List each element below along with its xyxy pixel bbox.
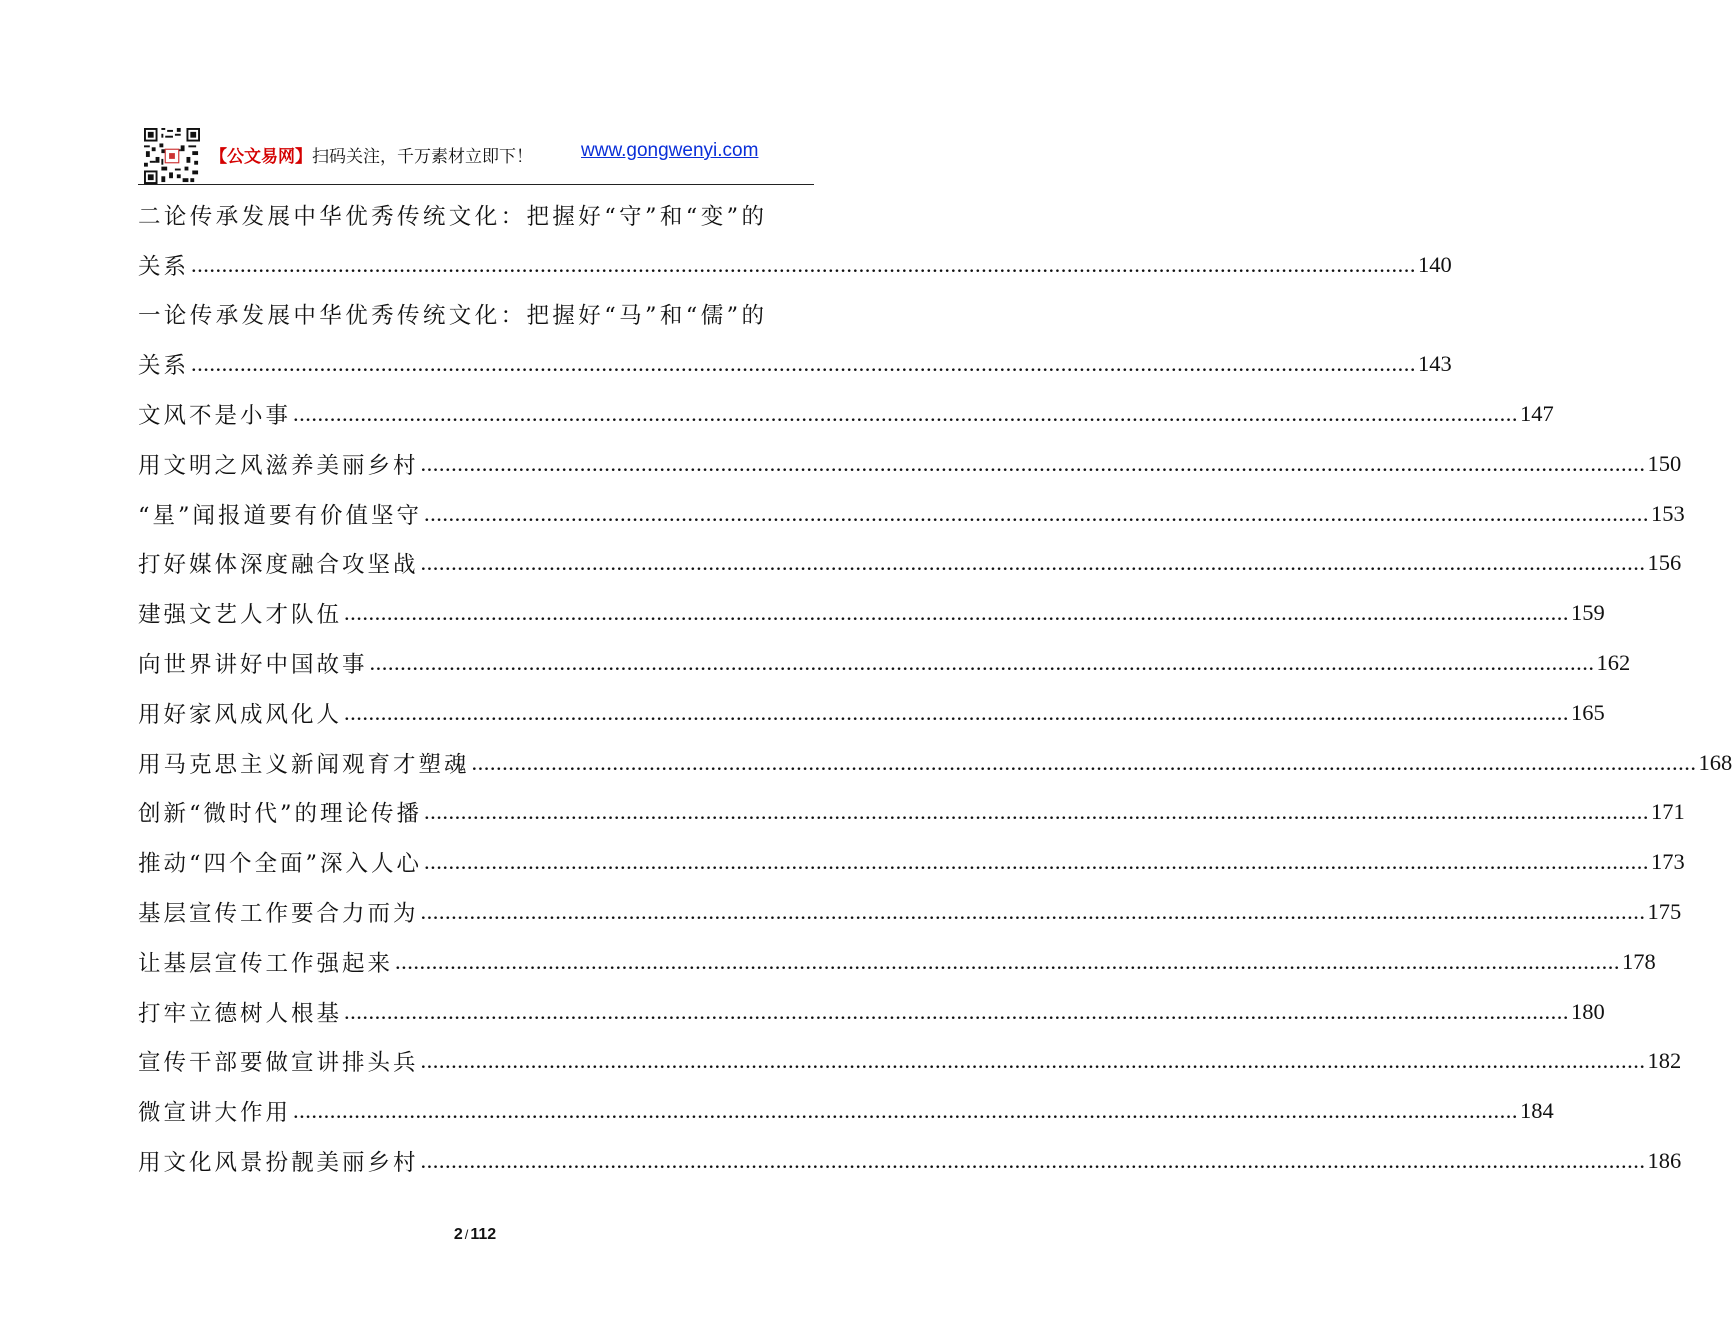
toc-title: 用文化风景扮靓美丽乡村 bbox=[138, 1150, 419, 1177]
toc-page: 143 bbox=[1418, 351, 1452, 377]
toc-page: 173 bbox=[1651, 849, 1685, 875]
toc-page: 162 bbox=[1596, 650, 1631, 676]
toc-entry[interactable] bbox=[138, 1086, 1554, 1136]
toc-title: 创新“微时代”的理论传播 bbox=[138, 801, 423, 828]
dot-leader: ........................................................................................................................................................................................................ bbox=[420, 1048, 1646, 1074]
toc-page: 171 bbox=[1651, 799, 1685, 825]
toc-title: 关系 bbox=[138, 253, 190, 280]
toc-page: 175 bbox=[1647, 899, 1682, 925]
toc-title: 建强文艺人才队伍 bbox=[138, 602, 343, 629]
total-pages: 112 bbox=[470, 1226, 497, 1243]
dot-leader: ........................................................................................................................................................................................................ bbox=[369, 650, 1595, 676]
dot-leader: ........................................................................................................................................................................................................ bbox=[293, 401, 1519, 427]
dot-leader: ........................................................................................................................................................................................................ bbox=[424, 849, 1650, 875]
page-separator: / bbox=[464, 1227, 469, 1242]
dot-leader: ........................................................................................................................................................................................................ bbox=[471, 749, 1697, 775]
toc-title: 二论传承发展中华优秀传统文化：把握好“守”和“变”的 bbox=[138, 203, 768, 230]
toc-entry[interactable] bbox=[138, 389, 1554, 439]
toc-title: 推动“四个全面”深入人心 bbox=[138, 851, 423, 878]
toc-page: 184 bbox=[1520, 1098, 1554, 1124]
toc-page: 147 bbox=[1520, 401, 1554, 427]
toc-entry[interactable] bbox=[138, 987, 1605, 1037]
toc-page: 140 bbox=[1418, 251, 1452, 277]
dot-leader: ........................................................................................................................................................................................................ bbox=[344, 998, 1570, 1024]
dot-leader: ........................................................................................................................................................................................................ bbox=[420, 899, 1646, 925]
dot-leader: ........................................................................................................................................................................................................ bbox=[420, 450, 1646, 476]
toc-entry[interactable] bbox=[138, 887, 1682, 937]
toc-title: 关系 bbox=[138, 353, 190, 380]
toc-page: 165 bbox=[1571, 699, 1605, 725]
table-of-contents bbox=[138, 190, 1732, 1186]
toc-title: 用马克思主义新闻观育才塑魂 bbox=[138, 751, 470, 778]
toc-entry[interactable] bbox=[138, 240, 1452, 290]
toc-title: 一论传承发展中华优秀传统文化：把握好“马”和“儒”的 bbox=[138, 303, 768, 330]
toc-entry[interactable] bbox=[138, 339, 1452, 389]
toc-entry[interactable] bbox=[138, 539, 1682, 589]
toc-title-line[interactable] bbox=[138, 190, 814, 240]
dot-leader: ........................................................................................................................................................................................................ bbox=[344, 699, 1570, 725]
dot-leader: ........................................................................................................................................................................................................ bbox=[344, 600, 1570, 626]
toc-title: 文风不是小事 bbox=[138, 403, 292, 430]
toc-entry[interactable] bbox=[138, 1037, 1682, 1087]
document-header bbox=[138, 126, 814, 186]
dot-leader: ........................................................................................................................................................................................................ bbox=[191, 351, 1417, 377]
toc-page: 182 bbox=[1647, 1048, 1682, 1074]
toc-entry[interactable] bbox=[138, 1136, 1682, 1186]
toc-page: 186 bbox=[1647, 1148, 1682, 1174]
toc-page: 150 bbox=[1647, 450, 1682, 476]
toc-title: “星”闻报道要有价值坚守 bbox=[138, 502, 423, 529]
website-link[interactable]: www.gongwenyi.com bbox=[581, 140, 759, 161]
toc-title: 微宣讲大作用 bbox=[138, 1100, 292, 1127]
dot-leader: ........................................................................................................................................................................................................ bbox=[395, 948, 1621, 974]
toc-title: 打牢立德树人根基 bbox=[138, 1000, 343, 1027]
dot-leader: ........................................................................................................................................................................................................ bbox=[420, 1148, 1646, 1174]
dot-leader: ........................................................................................................................................................................................................ bbox=[293, 1098, 1519, 1124]
toc-page: 178 bbox=[1622, 948, 1656, 974]
toc-entry[interactable] bbox=[138, 489, 1685, 539]
qr-code-icon[interactable] bbox=[144, 128, 200, 184]
toc-title: 让基层宣传工作强起来 bbox=[138, 950, 394, 977]
toc-title: 宣传干部要做宣讲排头兵 bbox=[138, 1050, 419, 1077]
dot-leader: ........................................................................................................................................................................................................ bbox=[420, 550, 1646, 576]
header-divider bbox=[138, 184, 814, 185]
toc-title: 用好家风成风化人 bbox=[138, 701, 343, 728]
toc-page: 159 bbox=[1571, 600, 1605, 626]
toc-entry[interactable] bbox=[138, 738, 1732, 788]
toc-title-line[interactable] bbox=[138, 290, 814, 340]
toc-entry[interactable] bbox=[138, 439, 1682, 489]
toc-entry[interactable] bbox=[138, 638, 1631, 688]
page-number bbox=[0, 1226, 950, 1244]
toc-title: 打好媒体深度融合攻坚战 bbox=[138, 552, 419, 579]
dot-leader: ........................................................................................................................................................................................................ bbox=[424, 500, 1650, 526]
toc-page: 168 bbox=[1698, 749, 1732, 775]
toc-page: 153 bbox=[1651, 500, 1685, 526]
toc-page: 180 bbox=[1571, 998, 1605, 1024]
dot-leader: ........................................................................................................................................................................................................ bbox=[191, 251, 1417, 277]
header-slogan: 扫码关注，千万素材立即下！ bbox=[312, 147, 533, 167]
toc-title: 向世界讲好中国故事 bbox=[138, 652, 368, 679]
toc-entry[interactable] bbox=[138, 688, 1605, 738]
toc-entry[interactable] bbox=[138, 837, 1685, 887]
toc-entry[interactable] bbox=[138, 937, 1656, 987]
brand-name: 【公文易网】 bbox=[210, 147, 312, 167]
toc-title: 基层宣传工作要合力而为 bbox=[138, 901, 419, 928]
toc-page: 156 bbox=[1647, 550, 1682, 576]
toc-entry[interactable] bbox=[138, 588, 1605, 638]
toc-title: 用文明之风滋养美丽乡村 bbox=[138, 452, 419, 479]
dot-leader: ........................................................................................................................................................................................................ bbox=[424, 799, 1650, 825]
current-page: 2 bbox=[453, 1226, 463, 1243]
toc-entry[interactable] bbox=[138, 788, 1685, 838]
